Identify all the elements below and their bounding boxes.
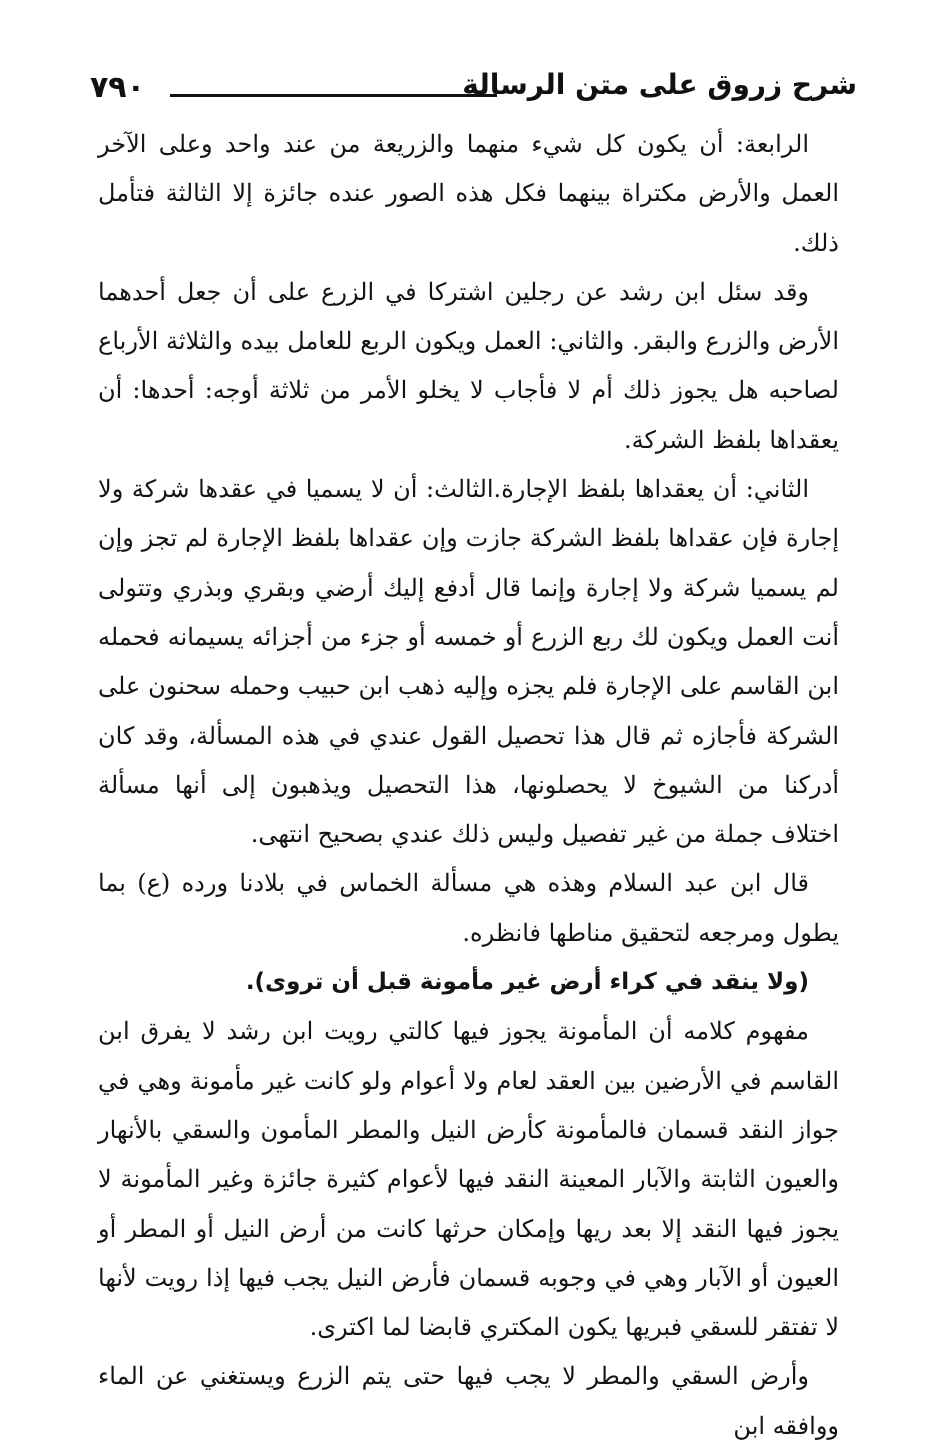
- paragraph-4: قال ابن عبد السلام وهذه هي مسألة الخماس في بلادنا ورده (ع) بما يطول ومرجعه لتحقيق مناطها فانظره.: [98, 869, 839, 947]
- page-number: ٧٩٠: [90, 70, 145, 105]
- paragraph-3: الثاني: أن يعقداها بلفظ الإجارة.الثالث: أن لا يسميا في عقدها شركة ولا إجارة فإن عقداها بلفظ الشركة جازت وإن عقداها بلفظ الإجارة لم تجز وإن لم يسميا شركة ولا إجارة وإنما قال أدفع إليك أرضي وبقري وبذري وتتولى أنت العمل ويكون لك ربع الزرع أو خمسه أو جزء من أجزائه يسيمانه فحمله ابن القاسم على الإجارة فلم يجزه وإليه ذهب ابن حبيب وحمله سحنون على الشركة فأجازه ثم قال هذا تحصيل القول عندي في هذه المسألة، وقد كان أدركنا من الشيوخ لا يحصلونها، هذا التحصيل ويذهبون إلى أنها مسألة اختلاف جملة من غير تفصيل وليس ذلك عندي بصحيح انتهى.: [98, 475, 839, 849]
- body-text: [98, 120, 839, 1451]
- matn-heading: (ولا ينقد في كراء أرض غير مأمونة قبل أن تروى).: [245, 969, 809, 996]
- paragraph-2: وقد سئل ابن رشد عن رجلين اشتركا في الزرع على أن جعل أحدهما الأرض والزرع والبقر. والثاني: العمل ويكون الربع للعامل بيده والثلاثة الأرباع لصاحبه هل يجوز ذلك أم لا فأجاب لا يخلو الأمر من ثلاثة أوجه: أحدها: أن يعقداها بلفظ الشركة.: [98, 277, 839, 454]
- running-title: شرح زروق على متن الرسالة: [462, 68, 857, 101]
- paragraph-1: الرابعة: أن يكون كل شيء منهما والزريعة من عند واحد وعلى الآخر العمل والأرض مكتراة بينهما فكل هذه الصور عنده جائزة إلا الثالثة فتأمل ذلك.: [98, 130, 839, 257]
- paragraph-6: وأرض السقي والمطر لا يجب فيها حتى يتم الزرع ويستغني عن الماء ووافقه ابن: [98, 1362, 839, 1440]
- header-rule: [170, 94, 497, 97]
- paragraph-5: مفهوم كلامه أن المأمونة يجوز فيها كالتي رويت ابن رشد لا يفرق ابن القاسم في الأرضين بين العقد لعام ولا أعوام ولو كانت غير مأمونة وهي في جواز النقد قسمان فالمأمونة كأرض النيل والمطر المأمون والسقي بالأنهار والعيون الثابتة والآبار المعينة النقد فيها لأعوام كثيرة جائزة وغير المأمونة لا يجوز فيها النقد إلا بعد ريها وإمكان حرثها كانت من أرض النيل أو المطر أو العيون أو الآبار وهي في وجوبه قسمان فأرض النيل يجب فيها إذا رويت لأنها لا تفتقر للسقي فبريها يكون المكتري قابضا لما اكترى.: [98, 1017, 839, 1342]
- page-header: [90, 62, 857, 112]
